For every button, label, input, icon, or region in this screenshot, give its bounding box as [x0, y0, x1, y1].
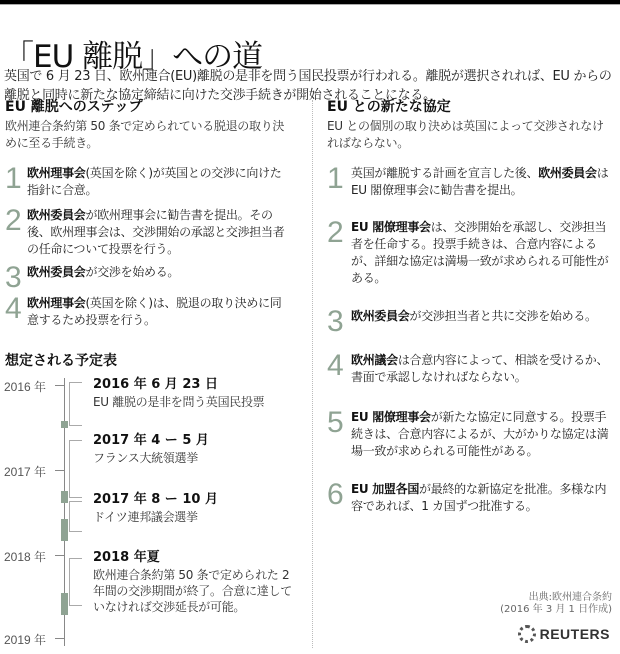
event-marker	[61, 491, 68, 503]
step-body: が新たな協定に同意する。投票手続きは、合意内容によるが、大がかりな協定は満場一致が求められる可能性がある。	[351, 410, 609, 458]
step-number: 2	[5, 204, 22, 237]
step-number: 5	[327, 406, 344, 439]
intro-text: 英国で 6 月 23 日、欧州連合(EU)離脱の是非を問う国民投票が行われる。離脱が選択されれば、EU からの離脱と同時に新たな協定締結に向けた交渉手続きが開始されることになる。	[4, 69, 612, 103]
step-number: 6	[327, 478, 344, 511]
event-description: ドイツ連邦議会選挙	[93, 510, 198, 524]
step-number: 1	[327, 162, 344, 195]
step-pre: 英国が離脱する計画を宣言した後、	[351, 166, 539, 180]
timeline-event-4	[93, 549, 303, 615]
step-body: (英国を除く)は、脱退の取り決めに同意するため投票を行う。	[27, 296, 282, 327]
step-actor: 欧州委員会	[351, 309, 410, 323]
year-tick	[55, 555, 64, 556]
column-divider	[312, 100, 313, 648]
step-body: が交渉を始める。	[85, 265, 180, 279]
step-text	[351, 165, 615, 199]
step-text	[27, 264, 293, 281]
step-actor: EU 加盟各国	[351, 482, 420, 496]
step-text	[27, 165, 293, 199]
event-date: 2017 年 8 ー 10 月	[93, 492, 218, 507]
section-heading: EU との新たな協定	[327, 99, 451, 115]
step-text	[351, 219, 615, 287]
year-tick	[55, 385, 64, 386]
year-label-2017: 2017 年	[4, 465, 47, 479]
section-description: EU との個別の取り決めは英国によって交渉されなければならない。	[327, 119, 604, 150]
step-text	[351, 409, 615, 460]
event-description: フランス大統領選挙	[93, 451, 198, 465]
event-date: 2016 年 6 月 23 日	[93, 377, 218, 392]
event-marker	[61, 593, 68, 615]
step-text	[27, 207, 293, 258]
step-body: が最終的な新協定を批准。多様な内容であれば、1 カ国ずつ批准する。	[351, 482, 607, 513]
step-number: 3	[327, 305, 344, 338]
step-body: が交渉担当者と共に交渉を始める。	[409, 309, 597, 323]
event-description: EU 離脱の是非を問う英国民投票	[93, 395, 265, 409]
step-text	[351, 308, 615, 325]
step-body: (英国を除く)が英国との交渉に向けた指針に合意。	[27, 166, 282, 197]
timeline-event-2	[93, 432, 303, 466]
step-number: 4	[327, 349, 344, 382]
year-tick	[55, 638, 64, 639]
event-date: 2017 年 4 ー 5 月	[93, 433, 209, 448]
event-bracket	[69, 440, 82, 498]
step-actor: 欧州理事会	[27, 166, 86, 180]
step-actor: 欧州委員会	[27, 265, 86, 279]
page-title: 「EU 離脱」への道	[3, 38, 263, 75]
step-number: 4	[5, 292, 22, 325]
year-label-2018: 2018 年	[4, 550, 47, 564]
step-body: が欧州理事会に勧告書を提出。その後、欧州理事会は、交渉開始の承認と交渉担当者の任命について投票を行う。	[27, 208, 285, 256]
source-credit	[500, 592, 612, 616]
event-date: 2018 年夏	[93, 550, 160, 565]
schedule-heading: 想定される予定表	[5, 353, 117, 369]
source-line: 出典:欧州連合条約	[528, 592, 612, 603]
new-agreement-section	[327, 97, 615, 513]
source-date: (2016 年 3 月 1 日作成)	[500, 604, 612, 615]
step-body: は合意内容によって、相談を受けるか、書面で承認しなければならない。	[351, 353, 609, 384]
step-body: は、交渉開始を承認し、交渉担当者を任命する。投票手続きは、合意内容によるが、詳細な協定は満場一致が求められる可能性がある。	[351, 220, 609, 285]
step-text	[27, 295, 293, 329]
step-number: 1	[5, 162, 22, 195]
event-bracket	[69, 558, 82, 606]
timeline-event-3	[93, 491, 303, 525]
timeline-event-1	[93, 376, 303, 410]
step-actor: 欧州理事会	[27, 296, 86, 310]
event-bracket	[69, 501, 82, 532]
step-actor: 欧州委員会	[27, 208, 86, 222]
reuters-logo	[518, 625, 610, 643]
step-text	[351, 481, 615, 515]
reuters-wordmark: REUTERS	[539, 626, 610, 642]
section-description: 欧州連合条約第 50 条で定められている脱退の取り決めに至る手続き。	[5, 119, 285, 150]
step-number: 3	[5, 261, 22, 294]
section-heading: EU 離脱へのステップ	[5, 99, 143, 115]
event-description: 欧州連合条約第 50 条で定められた 2 年間の交渉期間が終了。合意に達していなければ交渉延長が可能。	[93, 568, 292, 614]
event-bracket	[69, 382, 82, 426]
step-actor: EU 閣僚理事会	[351, 220, 431, 234]
step-actor: EU 閣僚理事会	[351, 410, 431, 424]
step-body: は EU 閣僚理事会に勧告書を提出。	[351, 166, 609, 197]
year-label-2019: 2019 年	[4, 633, 47, 647]
step-actor: 欧州委員会	[538, 166, 597, 180]
step-actor: 欧州議会	[351, 353, 398, 367]
step-number: 2	[327, 216, 344, 249]
event-marker	[61, 519, 68, 541]
exit-steps-section	[5, 97, 293, 327]
year-tick	[55, 470, 64, 471]
top-bar-rule	[0, 4, 620, 5]
year-label-2016: 2016 年	[4, 380, 47, 394]
reuters-logo-icon	[518, 625, 536, 643]
step-text	[351, 352, 615, 386]
event-marker	[61, 421, 68, 428]
